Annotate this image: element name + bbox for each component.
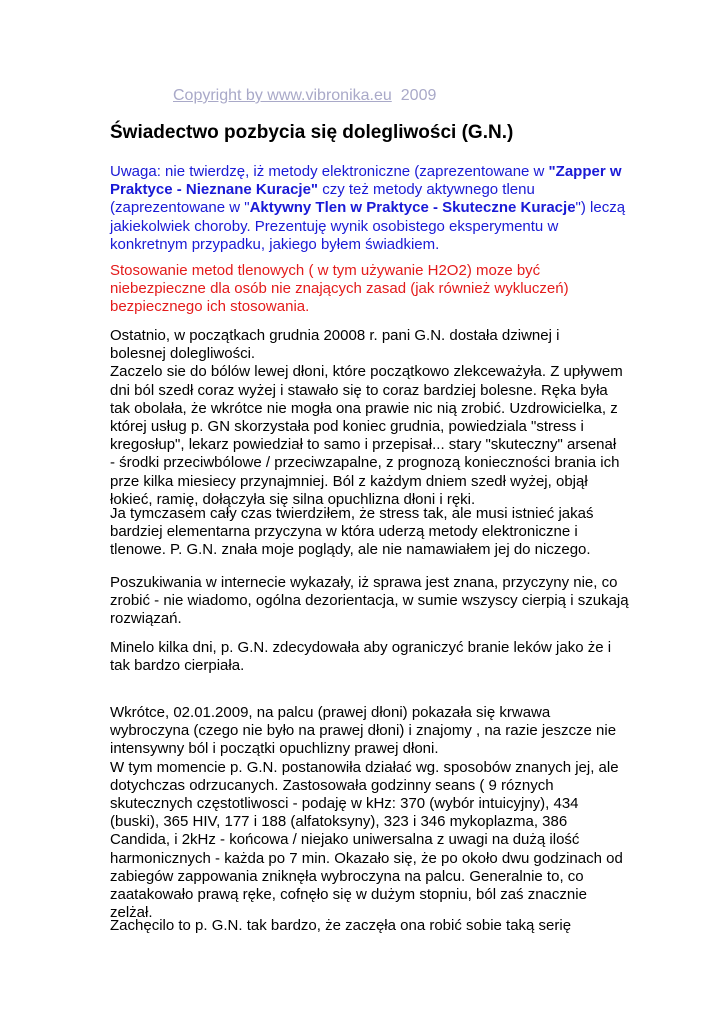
body-line: tlenowe. P. G.N. znała moje poglądy, ale nie namawiałem jej do niczego. [110,541,591,559]
note-line: (zaprezentowane w "Aktywny Tlen w Praktyce - Skuteczne Kuracje") leczą [110,199,626,217]
body-paragraph-6 [110,917,630,935]
body-line: zabiegów zappowania zniknęła wybroczyna na palcu. Generalnie to, co [110,867,584,885]
body-line: kregosłup", lekarz powiedział to samo i przepisał... stary "skuteczny" arsenał [110,436,617,454]
body-line: (buski), 365 HIV, 177 i 188 (alfatoksyny), 323 i 346 mykoplazma, 386 [110,813,568,831]
body-line: Wkrótce, 02.01.2009, na palcu (prawej dłoni) pokazała się krwawa [110,704,551,721]
body-line: Candida, i 2kHz - końcowa / niejako uniwersalna z uwagi na dużą ilość [110,831,580,849]
book-title-zapper: "Zapper w [548,163,622,180]
body-line: Zachęcilo to p. G.N. tak bardzo, że zaczęła ona robić sobie taką serię [110,917,572,934]
body-line: wybroczyna (czego nie było na prawej dłoni) i znajomy , na razie jeszcze nie [110,722,617,740]
body-line: - środki przeciwbólowe / przeciwzapalne, z prognozą konieczności brania ich [110,454,620,472]
warning-paragraph [110,262,630,317]
body-line: zaatakowało prawą ręke, cofnęło się w dużym stopniu, ból zaś znacznie [110,886,587,904]
body-line: Zaczelo sie do bólów lewej dłoni, które początkowo zlekceważyła. Z upływem [110,363,623,381]
body-line: zrobić - nie wiadomo, ogólna dezorientacja, w sumie wszyscy cierpią i szukają [110,592,629,610]
note-paragraph [110,163,630,254]
copyright-link[interactable]: Copyright by www.vibronika.eu [173,87,392,104]
body-line: dotychczas odrzucanych. Zastosowała godzinny seans ( 9 róznych [110,776,554,794]
copyright-year: 2009 [400,87,437,104]
body-paragraph-4 [110,639,630,675]
body-line: intensywny ból i początki opuchlizny prawej dłoni. [110,740,439,758]
body-line: skutecznych częstotliwosci - podaję w kHz: 370 (wybór intuicyjny), 434 [110,795,579,813]
body-line: zelżał. [110,904,153,922]
note-line: Uwaga: nie twierdzę, iż metody elektroniczne (zaprezentowane w "Zapper w [110,163,622,180]
note-line: Praktyce - Nieznane Kuracje" czy też metody aktywnego tlenu [110,181,535,199]
book-title-oxygen: Aktywny Tlen w Praktyce - Skuteczne Kuracje [249,199,576,217]
body-line: Poszukiwania w internecie wykazały, iż sprawa jest znana, przyczyny nie, co [110,574,618,591]
body-line: Minelo kilka dni, p. G.N. zdecydowała aby ograniczyć branie leków jako że i [110,639,612,656]
body-line: bardziej elementarna przyczyna w która uderzą metody elektroniczne i [110,523,578,541]
body-line: tak obolała, że wkrótce nie mogła ona prawie nic nią zrobić. Uzdrowicielka, z [110,399,618,417]
body-line: tak bardzo cierpiała. [110,657,245,675]
body-line: dni ból szedł coraz wyżej i stawało się to coraz bardziej bolesne. Ręka była [110,381,608,399]
body-line: harmonicznych - każda po 7 min. Okazało się, że po około dwu godzinach od [110,849,623,867]
body-line: której usług p. GN skorzystała pod koniec grudnia, powiedziala "stress i [110,418,584,436]
warning-line: bezpiecznego ich stosowania. [110,298,310,316]
body-paragraph-1 [110,327,630,509]
body-line: łokieć, ramię, dołączyła się silna opuchlizna dłoni i ręki. [110,490,476,508]
document-title: Świadectwo pozbycia się dolegliwości (G.N.) [110,122,514,143]
body-line: bolesnej dolegliwości. [110,345,256,363]
body-line: Ja tymczasem cały czas twierdziłem, że stress tak, ale musi istnieć jakaś [110,505,594,522]
body-line: W tym momencie p. G.N. postanowiła działać wg. sposobów znanych jej, ale [110,758,619,776]
note-line: konkretnym przypadku, jakiego byłem świadkiem. [110,235,440,253]
copyright-line [173,87,436,105]
body-line: rozwiązań. [110,610,182,628]
body-paragraph-3 [110,574,630,629]
warning-line: niebezpieczne dla osób nie znających zasad (jak również wykluczeń) [110,280,569,298]
body-paragraph-2 [110,505,630,560]
note-line: jakiekolwiek choroby. Prezentuję wynik osobistego eksperymentu w [110,217,559,235]
body-line: Ostatnio, w początkach grudnia 20008 r. pani G.N. dostała dziwnej i [110,327,560,344]
warning-line: Stosowanie metod tlenowych ( w tym używanie H2O2) moze być [110,262,541,279]
body-line: prze kilka miesiecy przynajmniej. Ból z każdym dniem szedł wyżej, objął [110,472,588,490]
body-paragraph-5 [110,704,630,922]
book-title-zapper: Praktyce - Nieznane Kuracje" [110,181,319,199]
